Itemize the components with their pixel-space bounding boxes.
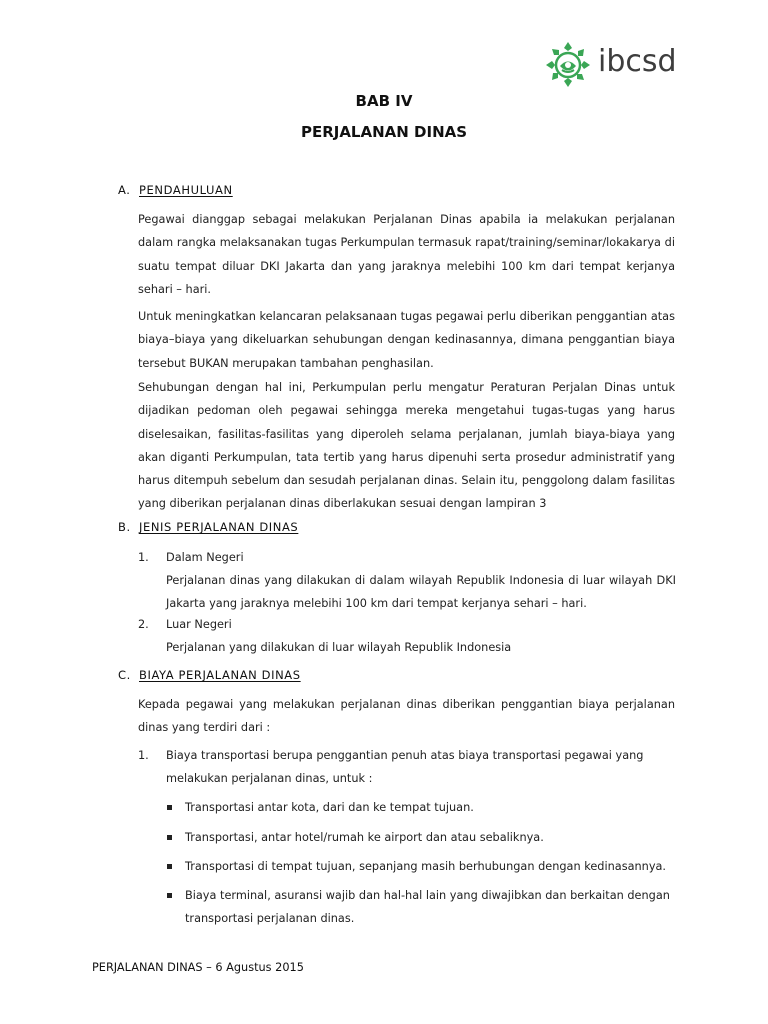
page-title: PERJALANAN DINAS: [300, 123, 468, 141]
list-item-heading: Dalam Negeri: [166, 551, 244, 564]
page-footer: PERJALANAN DINAS – 6 Agustus 2015: [92, 961, 304, 974]
section-label: BIAYA PERJALANAN DINAS: [139, 668, 301, 682]
paragraph: Kepada pegawai yang melakukan perjalanan dinas diberikan penggantian biaya perjalanan dinas yang terdiri dari :: [138, 698, 675, 735]
section-b-heading: [118, 520, 298, 534]
list-item-text-line: melakukan perjalanan dinas, untuk :: [166, 772, 373, 785]
list-item-heading: Luar Negeri: [166, 618, 232, 631]
list-number: 2.: [138, 618, 149, 631]
square-bullet-icon: [167, 893, 172, 898]
section-letter: B.: [118, 520, 131, 534]
square-bullet-icon: [167, 835, 172, 840]
paragraph: Untuk meningkatkan kelancaran pelaksanaan tugas pegawai perlu diberikan penggantian atas biaya–biaya yang dikeluarkan sehubungan dengan kedinasannya, dimana penggantian biaya tersebut BUKAN merupakan tambahan penghasilan.: [138, 310, 675, 370]
list-item-description: Perjalanan yang dilakukan di luar wilayah Republik Indonesia: [166, 641, 512, 654]
paragraph: Sehubungan dengan hal ini, Perkumpulan perlu mengatur Peraturan Perjalan Dinas untuk dijadikan pedoman oleh pegawai sehingga mereka mengetahui tugas-tugas yang harus diselesaikan, fasilitas-fasilitas yang diperoleh selama perjalanan, jumlah biaya-biaya yang akan diganti Perkumpulan, tata tertib yang harus dipenuhi serta prosedur administratif yang harus ditempuh sebelum dan sesudah perjalanan dinas. Selain itu, penggolong dalam fasilitas yang diberikan perjalanan dinas diberlakukan sesuai dengan lampiran 3: [138, 381, 675, 511]
square-bullet-icon: [167, 864, 172, 869]
list-number: 1.: [138, 551, 149, 564]
leaf-globe-logo-icon: [544, 40, 592, 88]
ibcsd-logo: [544, 40, 680, 88]
section-label: PENDAHULUAN: [139, 183, 233, 197]
list-item-description: Perjalanan dinas yang dilakukan di dalam wilayah Republik Indonesia di luar wilayah DKI Jakarta yang jaraknya melebihi 100 km dari tempat kerjanya sehari – hari.: [166, 574, 676, 610]
section-label: JENIS PERJALANAN DINAS: [139, 520, 299, 534]
section-c-heading: [118, 668, 301, 682]
section-a-heading: [118, 183, 233, 197]
section-letter: C.: [118, 668, 131, 682]
bullet-text: Transportasi, antar hotel/rumah ke airport dan atau sebaliknya.: [185, 831, 544, 844]
bullet-text: Transportasi antar kota, dari dan ke tempat tujuan.: [185, 801, 474, 814]
list-number: 1.: [138, 749, 149, 762]
section-letter: A.: [118, 183, 131, 197]
bullet-text: Biaya terminal, asuransi wajib dan hal-hal lain yang diwajibkan dan berkaitan dengan transportasi perjalanan dinas.: [185, 889, 670, 925]
paragraph: Pegawai dianggap sebagai melakukan Perjalanan Dinas apabila ia melakukan perjalanan dalam rangka melaksanakan tugas Perkumpulan termasuk rapat/training/seminar/lokakarya di suatu tempat diluar DKI Jakarta dan yang jaraknya melebihi 100 km dari tempat kerjanya sehari – hari.: [138, 213, 675, 296]
bullet-text: Transportasi di tempat tujuan, sepanjang masih berhubungan dengan kedinasannya.: [185, 860, 667, 873]
logo-text: ibcsd: [598, 44, 677, 79]
list-item-text-line: Biaya transportasi berupa penggantian penuh atas biaya transportasi pegawai yang: [166, 749, 644, 762]
square-bullet-icon: [167, 805, 172, 810]
chapter-heading: BAB IV: [355, 92, 413, 110]
